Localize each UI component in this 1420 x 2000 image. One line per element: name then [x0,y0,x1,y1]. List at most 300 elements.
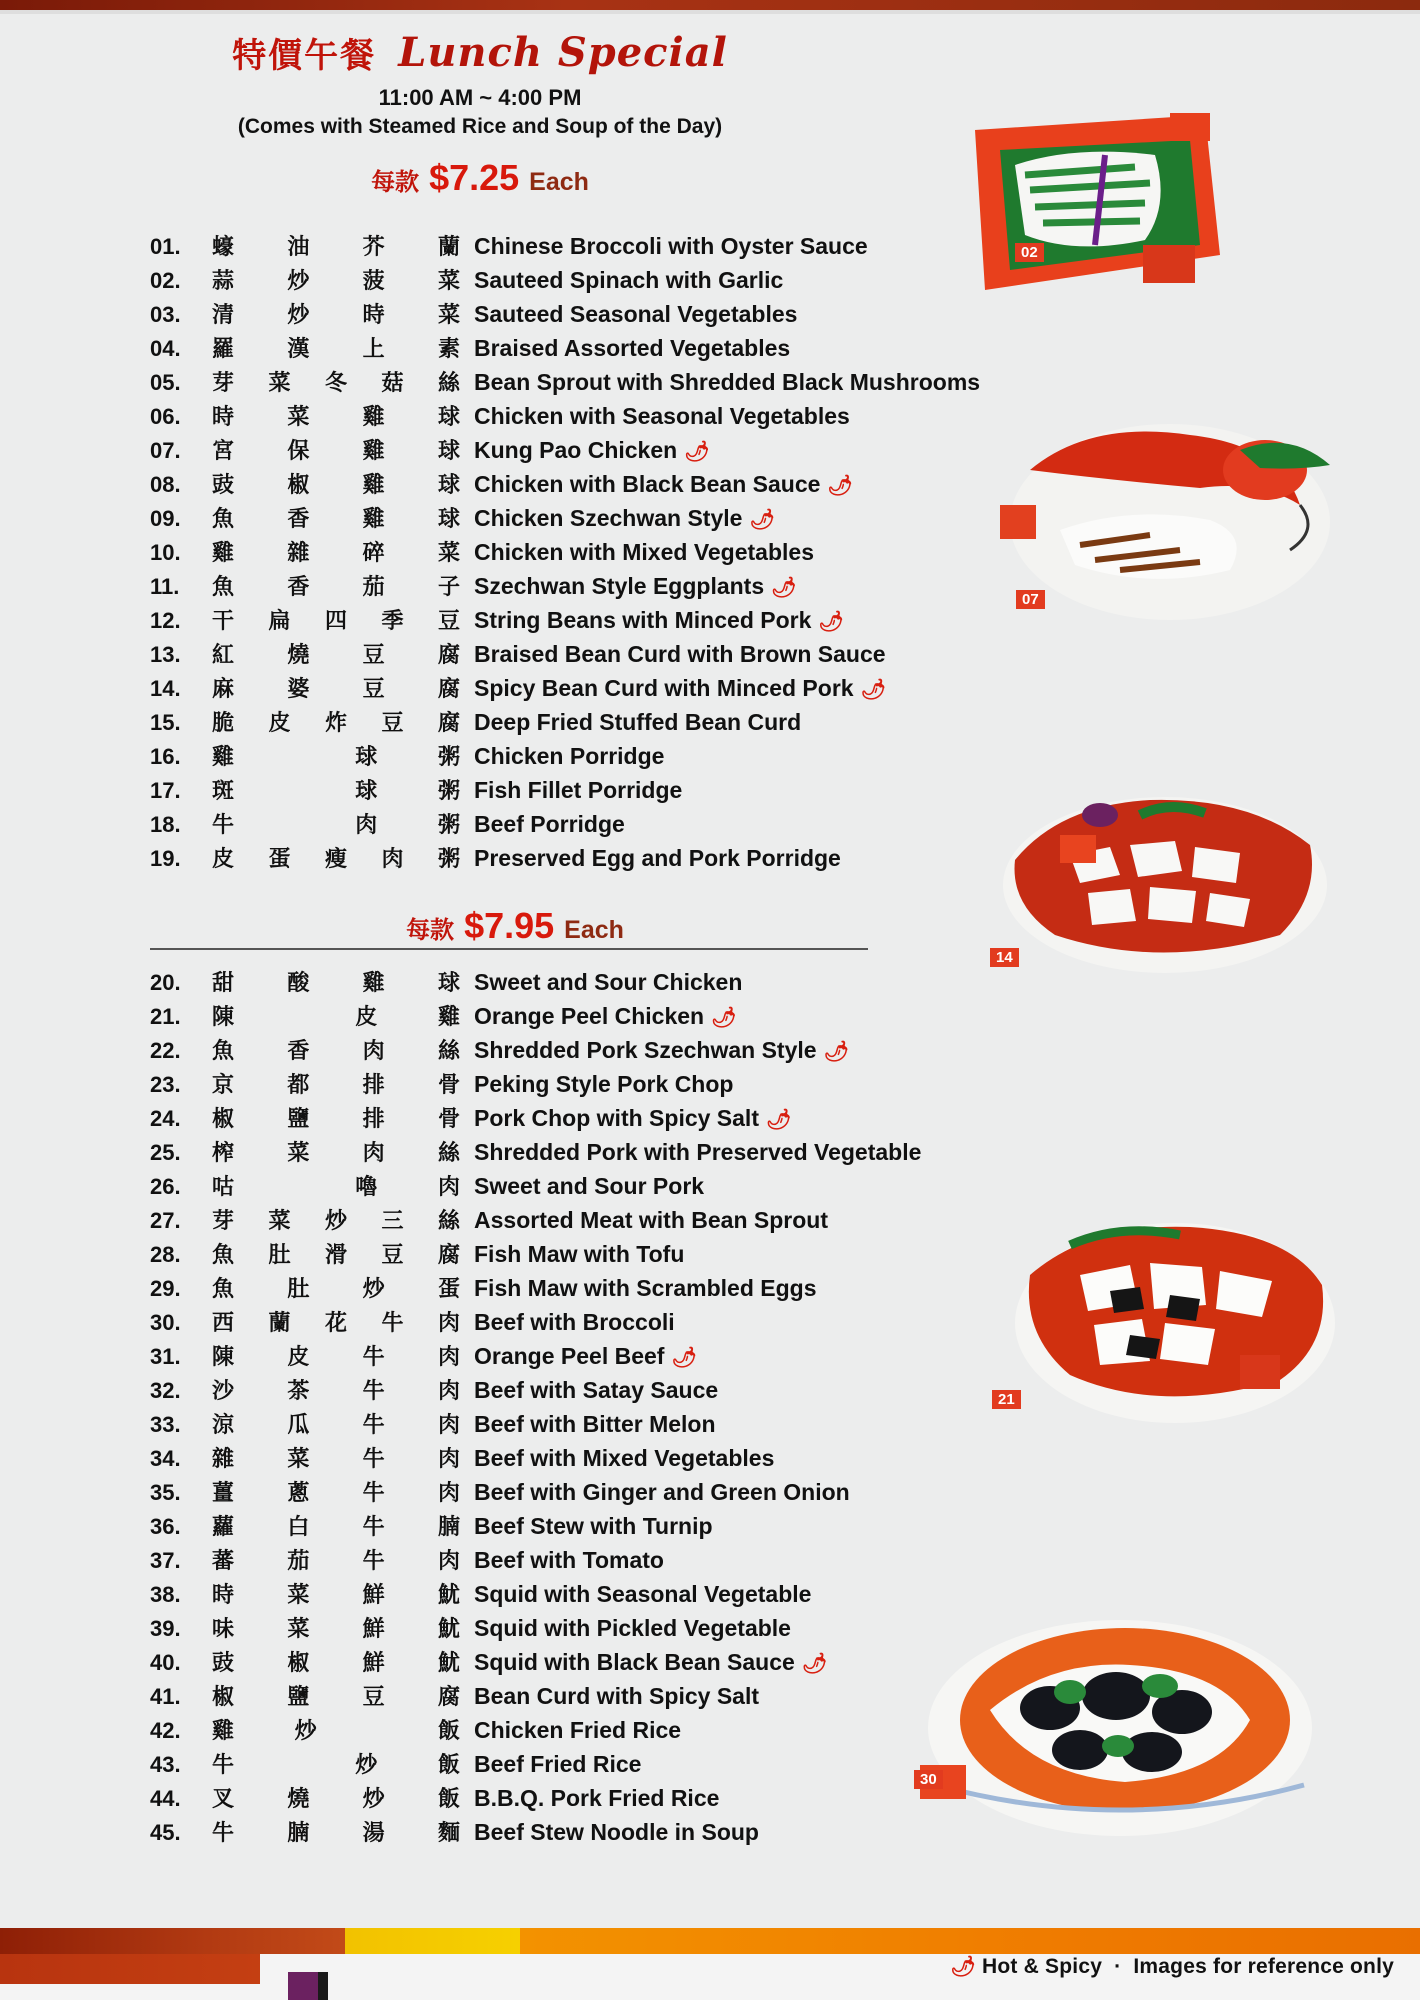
menu-item-row [150,230,980,264]
menu-item-chinese-char: 炒 [355,1753,378,1778]
menu-item-english [474,1309,675,1336]
menu-item-chinese-char: 炸 [324,711,347,736]
menu-item-chinese-char: 肉 [362,1039,385,1064]
menu-item-chinese [212,1170,474,1201]
menu-item-chinese-char: 上 [362,337,385,362]
menu-item-chinese-char: 菜 [268,371,291,396]
menu-item-number: 29. [150,1276,181,1301]
menu-item-english-label: Beef Stew with Turnip [474,1513,713,1539]
menu-item-number: 02. [150,268,181,293]
menu-item-number: 03. [150,302,181,327]
menu-item-chinese-char: 魷 [437,1651,460,1676]
menu-item-chinese [212,1714,474,1745]
menu-item-english [474,607,844,634]
menu-item-chinese-char: 時 [212,405,235,430]
menu-item-english [474,267,783,294]
menu-item-chinese-char: 素 [437,337,460,362]
menu-item-english [474,1173,704,1200]
menu-item-chinese-char: 甜 [212,971,235,996]
menu-item-chinese-char: 飯 [437,1719,460,1744]
menu-item-chinese-char: 茄 [362,575,385,600]
menu-item-chinese-char: 牛 [381,1311,404,1336]
menu-item-english-label: Kung Pao Chicken [474,437,678,463]
photo-badge: 07 [1016,590,1045,609]
menu-item-chinese-char: 滑 [324,1243,347,1268]
menu-item-chinese-char: 炒 [362,1277,385,1302]
menu-item-chinese-char: 京 [212,1073,235,1098]
menu-item-chinese-char: 菠 [362,269,385,294]
top-decorative-band [0,0,1420,10]
menu-item-chinese-char: 球 [437,439,460,464]
menu-item-chinese-char: 雞 [362,473,385,498]
menu-item-number: 34. [150,1446,181,1471]
menu-item-english-label: Squid with Black Bean Sauce [474,1649,795,1675]
menu-item-english-label: Chicken Fried Rice [474,1717,682,1743]
menu-item-chinese-char: 球 [437,473,460,498]
menu-item-chinese [212,1544,474,1575]
menu-item-chinese [212,966,474,997]
menu-item-chinese-char: 魷 [437,1617,460,1642]
menu-item-chinese-char: 鹽 [287,1107,310,1132]
menu-item-chinese-char: 麵 [437,1821,460,1846]
menu-item-chinese-char: 菜 [287,405,310,430]
price-group-2-divider [150,948,868,950]
menu-item-chinese-char: 皮 [268,711,291,736]
menu-item-english-label: Beef Fried Rice [474,1751,642,1777]
menu-item-english-label: Chinese Broccoli with Oyster Sauce [474,233,868,259]
menu-item-chinese [212,842,474,873]
menu-item-chinese [212,434,474,465]
menu-item-row [150,400,980,434]
menu-item-chinese-char: 肉 [355,813,378,838]
menu-item-english [474,573,797,600]
menu-item-chinese-char: 豆 [381,1243,404,1268]
footer-stripe-orange [520,1928,1420,1954]
menu-item-chinese-char: 魚 [212,575,235,600]
menu-item-english-label: Beef with Ginger and Green Onion [474,1479,850,1505]
menu-item-chinese-char: 排 [362,1107,385,1132]
chili-pepper-icon: 🌶 [950,1956,976,1978]
menu-item-chinese-char: 冬 [324,371,347,396]
menu-item-row [150,808,980,842]
menu-item-english-label: Squid with Pickled Vegetable [474,1615,791,1641]
menu-item-chinese-char: 菜 [437,303,460,328]
footer-band [0,1928,1420,2000]
menu-item-english [474,505,775,532]
menu-item-english-label: Chicken Szechwan Style [474,505,743,531]
menu-item-chinese-char: 豉 [212,1651,235,1676]
menu-item-number: 07. [150,438,181,463]
price1-each: Each [529,168,589,196]
menu-item-english-label: Pork Chop with Spicy Salt [474,1105,759,1131]
menu-item-chinese-char: 宮 [212,439,235,464]
menu-item-chinese-char: 粥 [437,745,460,770]
footer-legend [950,1954,1394,1979]
price2-amount: $7.95 [464,905,555,946]
menu-item-chinese-char: 四 [324,609,347,634]
menu-item-chinese-char: 魚 [212,1243,235,1268]
menu-item-english [474,1445,774,1472]
menu-item-english [474,969,742,996]
menu-item-chinese-char: 清 [212,303,235,328]
photo-beef-with-broccoli [920,1600,1320,1840]
menu-item-number: 15. [150,710,181,735]
price-group-1 [0,157,960,199]
footer-tab-dark [318,1972,328,2000]
menu-item-chinese-char: 牛 [212,1821,235,1846]
menu-item-chinese [212,1136,474,1167]
menu-item-number: 16. [150,744,181,769]
menu-item-chinese-char: 雞 [212,1719,235,1744]
menu-item-row [150,1646,921,1680]
menu-item-number: 19. [150,846,181,871]
menu-item-row [150,604,980,638]
chili-pepper-icon: 🌶 [771,575,797,599]
menu-item-english-label: Sweet and Sour Chicken [474,969,743,995]
footer-separator: · [1114,1955,1122,1978]
menu-item-chinese-char: 豆 [362,677,385,702]
menu-item-chinese-char: 肉 [437,1345,460,1370]
menu-item-chinese-char: 牛 [362,1345,385,1370]
menu-item-chinese-char: 肉 [381,847,404,872]
menu-item-english-label: Beef Stew Noodle in Soup [474,1819,759,1845]
menu-item-chinese-char: 燒 [287,643,310,668]
menu-item-chinese [212,570,474,601]
menu-item-number: 04. [150,336,181,361]
menu-item-row [150,1068,921,1102]
menu-item-chinese-char: 紅 [212,643,235,668]
service-hours: 11:00 AM ~ 4:00 PM [378,85,582,110]
menu-item-chinese-char: 鹽 [287,1685,310,1710]
menu-item-chinese-char: 雜 [287,541,310,566]
menu-item-row [150,1340,921,1374]
menu-item-chinese-char: 牛 [212,813,235,838]
chili-pepper-icon: 🌶 [711,1005,737,1029]
footer-stripe-lower-red [0,1954,260,1984]
menu-item-row [150,740,980,774]
menu-item-row [150,1306,921,1340]
menu-item-chinese-char: 絲 [437,1209,460,1234]
menu-item-english [474,1207,828,1234]
menu-item-english [474,1819,759,1846]
menu-item-chinese [212,604,474,635]
menu-item-chinese-char: 腐 [437,643,460,668]
menu-item-chinese [212,1306,474,1337]
menu-item-english-label: Fish Fillet Porridge [474,777,683,803]
chili-pepper-icon: 🌶 [765,1107,792,1131]
menu-item-chinese-char: 炒 [287,303,310,328]
menu-item-chinese-char: 牛 [362,1549,385,1574]
menu-item-english-label: Fish Maw with Tofu [474,1241,685,1267]
menu-item-chinese-char: 排 [362,1073,385,1098]
menu-item-chinese-char: 湯 [362,1821,385,1846]
menu-item-chinese-char: 蘭 [268,1311,291,1336]
chili-pepper-icon: 🌶 [684,439,710,463]
menu-item-chinese-char: 炒 [324,1209,347,1234]
menu-item-chinese-char: 雞 [212,541,235,566]
menu-item-number: 11. [150,574,180,599]
menu-item-chinese-char: 芽 [212,1209,235,1234]
menu-item-chinese-char: 豆 [362,1685,385,1710]
menu-item-number: 31. [150,1344,181,1369]
menu-item-english [474,1377,718,1404]
menu-item-chinese-char: 腩 [437,1515,460,1540]
menu-item-chinese-char: 飯 [437,1753,460,1778]
menu-item-number: 44. [150,1786,181,1811]
menu-item-chinese [212,1510,474,1541]
footer-tab-purple [288,1972,318,2000]
menu-item-english [474,1513,713,1540]
menu-item-english-label: Preserved Egg and Pork Porridge [474,845,841,871]
menu-item-row [150,468,980,502]
menu-item-number: 27. [150,1208,181,1233]
menu-item-english [474,709,801,736]
menu-item-chinese [212,1612,474,1643]
menu-item-english-label: Chicken with Seasonal Vegetables [474,403,850,429]
menu-item-chinese-char: 都 [287,1073,310,1098]
menu-item-chinese-char: 魚 [212,1039,235,1064]
menu-item-chinese-char: 干 [212,609,235,634]
menu-item-chinese-char: 牛 [212,1753,235,1778]
menu-item-chinese [212,1680,474,1711]
menu-item-chinese-char: 椒 [212,1685,235,1710]
menu-item-chinese [212,774,474,805]
price-group-2 [150,905,880,947]
menu-item-number: 14. [150,676,181,701]
menu-item-number: 13. [150,642,181,667]
menu-item-row [150,1680,921,1714]
menu-item-chinese-char: 蠔 [212,235,235,260]
menu-item-english [474,1615,791,1642]
menu-item-chinese-char: 蔥 [287,1481,310,1506]
menu-item-chinese-char: 雞 [362,439,385,464]
menu-item-number: 22. [150,1038,181,1063]
menu-item-english-label: String Beans with Minced Pork [474,607,812,633]
menu-item-chinese [212,1204,474,1235]
menu-item-number: 18. [150,812,181,837]
menu-item-row [150,298,980,332]
menu-item-english-label: Braised Bean Curd with Brown Sauce [474,641,886,667]
menu-item-chinese-char: 香 [287,575,310,600]
menu-item-chinese-char: 骨 [437,1107,460,1132]
menu-item-chinese-char: 三 [381,1209,404,1234]
menu-item-row [150,1000,921,1034]
menu-item-chinese-char: 燒 [287,1787,310,1812]
menu-item-chinese-char: 菜 [287,1447,310,1472]
menu-item-english-label: Bean Sprout with Shredded Black Mushrooms [474,369,981,395]
menu-item-english-label: Orange Peel Beef [474,1343,665,1369]
menu-item-english [474,641,886,668]
menu-item-chinese [212,706,474,737]
menu-item-number: 17. [150,778,181,803]
menu-item-chinese [212,502,474,533]
title-row [0,28,960,77]
menu-item-english [474,675,886,702]
menu-item-chinese-char: 粥 [437,813,460,838]
menu-list-group-2 [150,966,921,1850]
menu-item-row [150,1510,921,1544]
menu-item-row [150,1748,921,1782]
menu-item-chinese-char: 子 [437,575,460,600]
menu-item-chinese [212,264,474,295]
menu-item-english-label: Szechwan Style Eggplants [474,573,765,599]
menu-item-row [150,264,980,298]
menu-item-chinese-char: 肉 [362,1141,385,1166]
menu-item-number: 26. [150,1174,181,1199]
menu-item-english-label: Beef with Tomato [474,1547,664,1573]
menu-item-number: 12. [150,608,181,633]
menu-item-number: 23. [150,1072,181,1097]
menu-item-english [474,743,664,770]
menu-item-english [474,403,850,430]
menu-item-english-label: Sauteed Seasonal Vegetables [474,301,798,327]
menu-item-chinese-char: 雞 [362,971,385,996]
includes-note: (Comes with Steamed Rice and Soup of the Day) [237,115,723,138]
menu-item-chinese-char: 沙 [212,1379,235,1404]
photo-badge: 14 [990,948,1019,967]
menu-item-chinese-char: 香 [287,1039,310,1064]
menu-item-chinese [212,1578,474,1609]
menu-item-number: 25. [150,1140,181,1165]
menu-item-chinese-char: 雜 [212,1447,235,1472]
menu-item-chinese-char: 雞 [212,745,235,770]
price2-chinese: 每款 [406,916,455,944]
title-chinese: 特價午餐 [232,36,377,76]
menu-item-row [150,706,980,740]
menu-item-chinese-char: 香 [287,507,310,532]
menu-item-english [474,777,682,804]
menu-item-chinese-char: 皮 [287,1345,310,1370]
menu-item-chinese-char: 白 [287,1515,310,1540]
menu-item-english-label: Peking Style Pork Chop [474,1071,734,1097]
menu-item-english [474,1751,641,1778]
menu-item-chinese [212,1102,474,1133]
menu-item-chinese-char: 牛 [362,1413,385,1438]
menu-item-english-label: Shredded Pork with Preserved Vegetable [474,1139,922,1165]
menu-item-chinese-char: 牛 [362,1481,385,1506]
menu-item-chinese-char: 皮 [355,1005,378,1030]
menu-item-chinese [212,1374,474,1405]
menu-item-english [474,1547,664,1574]
menu-item-chinese-char: 雞 [362,405,385,430]
menu-item-english-label: Bean Curd with Spicy Salt [474,1683,759,1709]
menu-item-chinese-char: 球 [437,507,460,532]
menu-item-chinese-char: 瘦 [324,847,347,872]
menu-item-english [474,1139,921,1166]
photo-mapo-tofu [996,775,1330,985]
menu-item-english [474,1071,733,1098]
menu-item-chinese-char: 菜 [287,1141,310,1166]
menu-item-row [150,1034,921,1068]
menu-item-row [150,502,980,536]
menu-item-chinese [212,1408,474,1439]
menu-item-number: 45. [150,1820,181,1845]
menu-item-chinese-char: 鮮 [362,1617,385,1642]
chili-pepper-icon: 🌶 [749,507,775,531]
menu-item-english [474,1581,811,1608]
menu-item-chinese-char: 鮮 [362,1651,385,1676]
menu-item-chinese-char: 球 [355,779,378,804]
menu-item-chinese-char: 西 [212,1311,235,1336]
menu-item-chinese-char: 豆 [437,609,460,634]
menu-item-number: 43. [150,1752,181,1777]
menu-item-chinese-char: 魷 [437,1583,460,1608]
menu-item-chinese-char: 魚 [212,1277,235,1302]
menu-item-chinese-char: 羅 [212,337,235,362]
menu-item-chinese-char: 菜 [268,1209,291,1234]
menu-item-chinese-char: 菇 [381,371,404,396]
photo-orange-peel-chicken [998,1205,1340,1435]
menu-item-number: 40. [150,1650,181,1675]
menu-item-row [150,774,980,808]
menu-item-number: 09. [150,506,181,531]
menu-item-row [150,672,980,706]
menu-item-english-label: Chicken Porridge [474,743,665,769]
menu-item-row [150,1102,921,1136]
menu-item-chinese [212,298,474,329]
menu-item-english [474,845,841,872]
menu-item-chinese-char: 菜 [287,1617,310,1642]
menu-item-number: 30. [150,1310,181,1335]
menu-item-english [474,1037,849,1064]
menu-item-row [150,638,980,672]
menu-item-chinese [212,1646,474,1677]
menu-item-row [150,1476,921,1510]
menu-item-row [150,1374,921,1408]
menu-item-chinese [212,1238,474,1269]
menu-item-chinese-char: 陳 [212,1345,235,1370]
menu-item-chinese [212,230,474,261]
menu-item-english [474,1649,827,1676]
menu-item-number: 38. [150,1582,181,1607]
menu-item-chinese [212,366,474,397]
menu-item-chinese-char: 蘿 [212,1515,235,1540]
menu-item-row [150,1782,921,1816]
menu-item-chinese-char: 球 [437,405,460,430]
menu-item-chinese-char: 雞 [362,507,385,532]
menu-item-number: 21. [150,1004,181,1029]
menu-item-chinese-char: 陳 [212,1005,235,1030]
menu-item-chinese-char: 肉 [437,1175,460,1200]
menu-item-row [150,570,980,604]
footer-stripe-red [0,1928,345,1954]
menu-item-english [474,1275,817,1302]
menu-item-english [474,1343,697,1370]
menu-item-chinese-char: 碎 [362,541,385,566]
menu-item-english [474,471,853,498]
menu-item-number: 20. [150,970,181,995]
menu-item-english-label: Squid with Seasonal Vegetable [474,1581,812,1607]
menu-item-chinese-char: 叉 [212,1787,235,1812]
menu-item-chinese [212,638,474,669]
menu-item-english-label: Beef with Broccoli [474,1309,675,1335]
menu-item-english [474,369,980,396]
menu-item-chinese-char: 魚 [212,507,235,532]
menu-item-chinese-char: 漢 [287,337,310,362]
menu-item-row [150,1578,921,1612]
photo-badge: 02 [1015,243,1044,262]
menu-item-chinese [212,1000,474,1031]
menu-item-row [150,1442,921,1476]
menu-item-chinese-char: 蛋 [437,1277,460,1302]
menu-item-chinese-char: 菜 [437,269,460,294]
menu-item-number: 32. [150,1378,181,1403]
chili-pepper-icon: 🌶 [801,1651,828,1675]
menu-item-chinese [212,1782,474,1813]
menu-item-chinese-char: 絲 [437,1039,460,1064]
menu-item-chinese [212,536,474,567]
menu-item-chinese-char: 芥 [362,235,385,260]
